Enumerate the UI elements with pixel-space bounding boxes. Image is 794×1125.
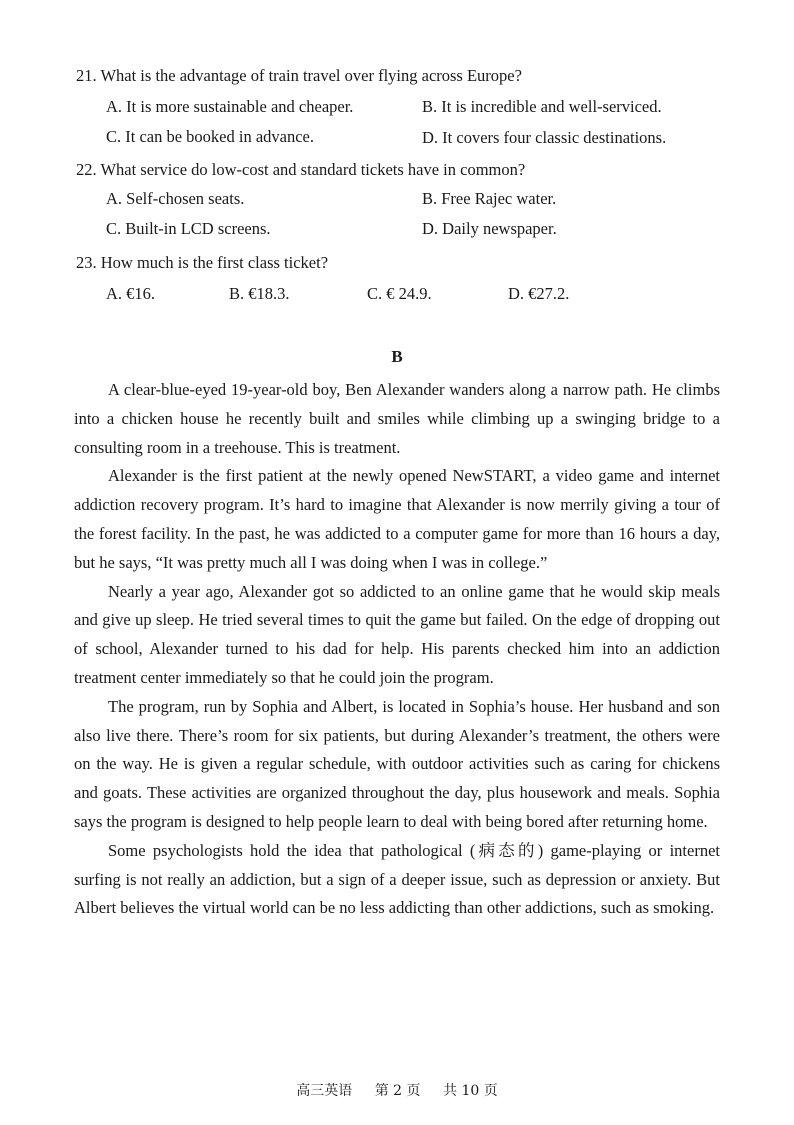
footer-page-number: 第 2 页 (374, 1083, 421, 1099)
passage-paragraph: A clear-blue-eyed 19-year-old boy, Ben Alexander wanders along a narrow path. He climbs into a chicken house he recently built and smiles while climbing up a swinging bridge to a consulting room in a treehouse. This is treatment. (74, 380, 720, 457)
passage-paragraph: Alexander is the first patient at the newly opened NewSTART, a video game and internet addiction recovery program. It’s hard to imagine that Alexander is now merrily giving a tour of the forest facility. In the past, he was addicted to a computer game for more than 16 hours a day, but he says, “It was pretty much all I was doing when I was in college.” (74, 466, 720, 572)
passage-paragraph: Some psychologists hold the idea that pathological (病态的) game-playing or internet surfing is not really an addiction, but a sign of a deeper issue, such as depression or anxiety. But Albert believes the virtual world can be no less addicting than other addictions, such as smoking. (74, 840, 720, 918)
question-22-option-b: B. Free Rajec water. (422, 189, 557, 208)
question-22-option-a: A. Self-chosen seats. (106, 189, 245, 208)
footer-subject: 高三英语 (296, 1083, 353, 1099)
question-21-option-b: B. It is incredible and well-serviced. (422, 97, 662, 116)
passage-paragraph: Nearly a year ago, Alexander got so addicted to an online game that he would skip meals and give up sleep. He tried several times to quit the game but failed. On the edge of dropping out of school, Alexander turned to his dad for help. His parents checked him into an addiction treatment center immediately so that he could join the program. (74, 581, 720, 687)
question-23-stem: 23. How much is the first class ticket? (76, 253, 329, 272)
question-22-option-d: D. Daily newspaper. (422, 219, 557, 238)
section-b-title: B (391, 347, 403, 366)
question-22-option-c: C. Built-in LCD screens. (106, 219, 271, 238)
question-21-option-c: C. It can be booked in advance. (106, 127, 315, 146)
passage-paragraph: The program, run by Sophia and Albert, is located in Sophia’s house. Her husband and son also live there. There’s room for six patients, but during Alexander’s treatment, the others were on the way. He is given a regular schedule, with outdoor activities such as caring for chickens and goats. These activities are organized throughout the day, plus housework and meals. Sophia says the program is designed to help people learn to deal with being bored after returning home. (74, 696, 720, 831)
question-21-option-d: D. It covers four classic destinations. (422, 128, 667, 147)
section-b-passage (74, 376, 720, 923)
question-23-option-b: B. €18.3. (229, 284, 290, 303)
question-23-option-a: A. €16. (106, 284, 156, 303)
question-22-stem: 22. What service do low-cost and standard tickets have in common? (76, 160, 526, 179)
question-21-stem: 21. What is the advantage of train travel over flying across Europe? (76, 66, 522, 85)
question-23-option-d: D. €27.2. (508, 284, 570, 303)
footer-total-pages: 共 10 页 (443, 1083, 498, 1099)
page-footer (0, 1080, 794, 1100)
question-21-option-a: A. It is more sustainable and cheaper. (106, 97, 354, 116)
question-23-option-c: C. € 24.9. (367, 284, 432, 303)
